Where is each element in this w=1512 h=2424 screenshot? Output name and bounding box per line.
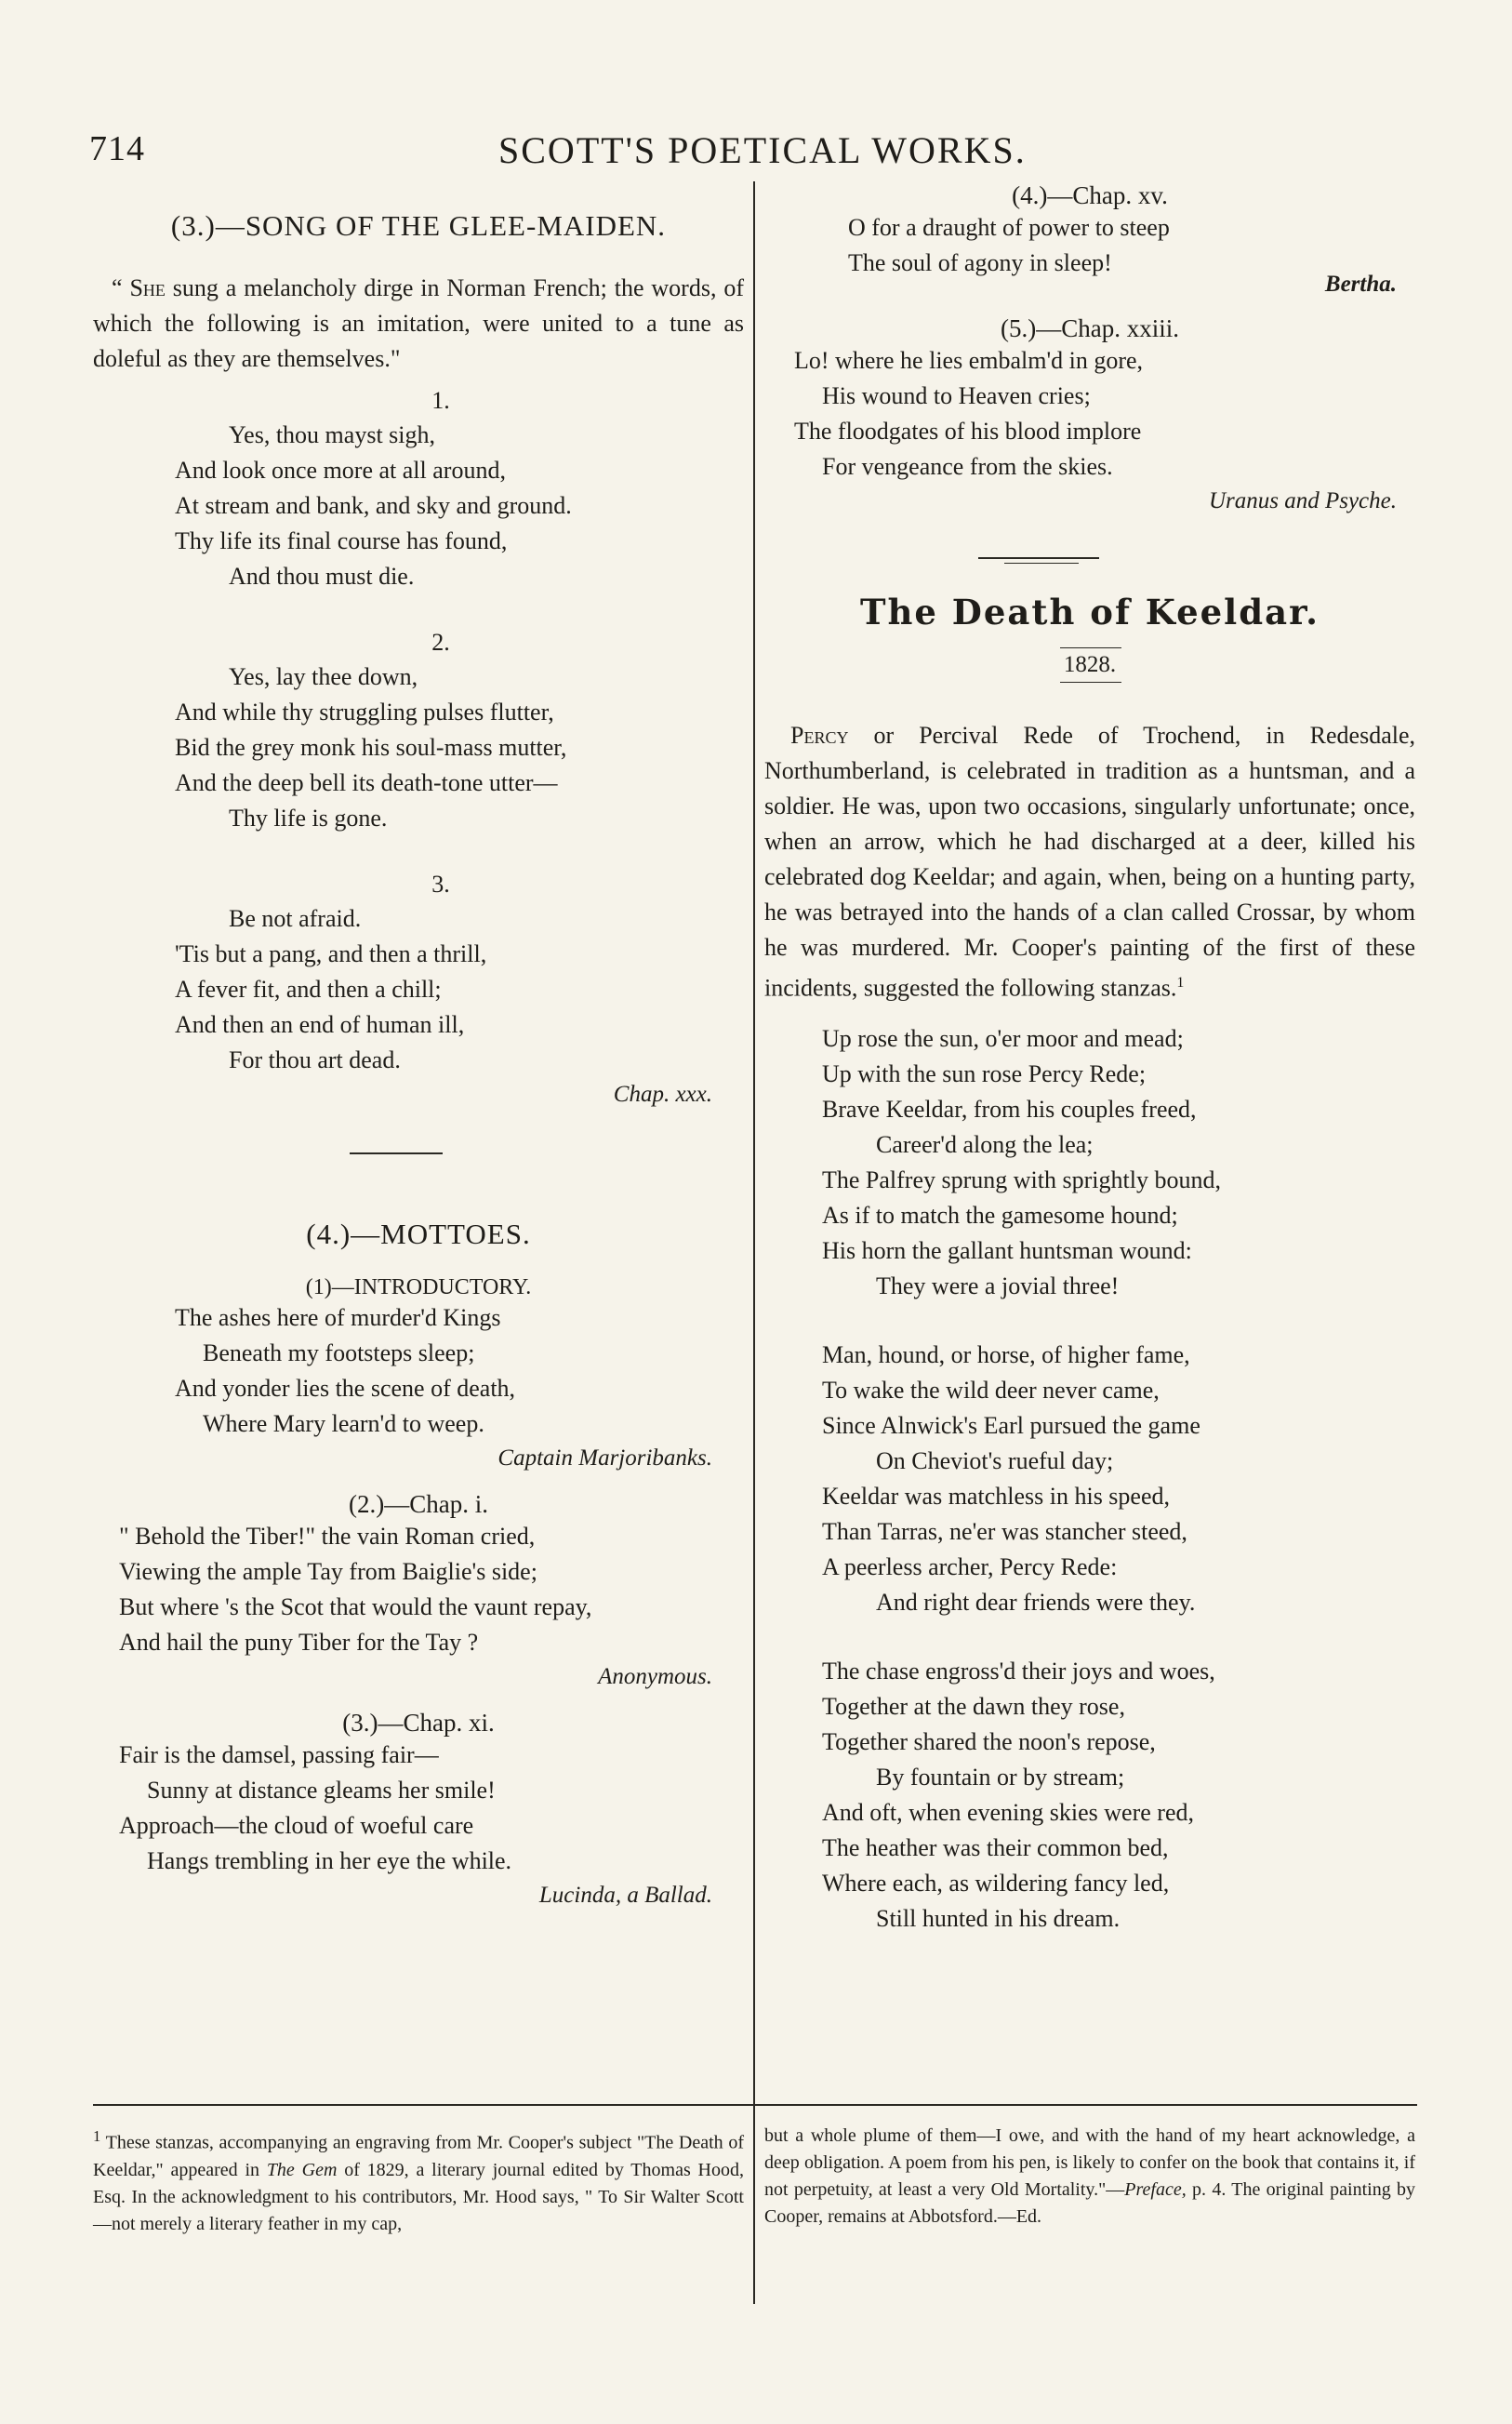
intro-text: or Percival Rede of Trochend, in Redesdale, Northumberland, is celebrated in tradition as a huntsman, and a soldier. He was, upon two occasions, singularly unfortunate; once, when an arrow, which he had discharged at a deer, killed his celebrated dog Keeldar; and again, when, being on a hunting party, he was betrayed into the hands of a clan called Crossar, by whom he was murdered. Mr. Cooper's painting of the first of these incidents, suggested the following stanzas. bbox=[764, 722, 1415, 1002]
stanza-number: 1. bbox=[431, 387, 450, 414]
stanza-number: 2. bbox=[431, 629, 450, 656]
verse-line: Be not afraid. bbox=[229, 905, 362, 932]
verse-line: And yonder lies the scene of death, bbox=[175, 1375, 516, 1402]
verse-line: As if to match the gamesome hound; bbox=[822, 1201, 1178, 1229]
song-stanza-3 bbox=[93, 901, 744, 1078]
verse-line: Yes, lay thee down, bbox=[229, 663, 418, 690]
verse-line: " Behold the Tiber!" the vain Roman cried, bbox=[119, 1523, 536, 1550]
motto-1-attribution: Captain Marjoribanks. bbox=[497, 1445, 712, 1471]
left-column bbox=[93, 181, 744, 1912]
verse-line: At stream and bank, and sky and ground. bbox=[175, 492, 572, 519]
verse-line: O for a draught of power to steep bbox=[848, 214, 1170, 241]
verse-line: His horn the gallant huntsman wound: bbox=[822, 1236, 1192, 1264]
poem-stanza-1 bbox=[764, 1021, 1415, 1304]
footnote-text: of 1829, a literary journal edited by Thomas Hood, Esq. In the acknowledgment to his contributors, Mr. Hood says, " To Sir Walter Scott—not merely a literary feather in my cap, bbox=[93, 2159, 744, 2234]
verse-line: For thou art dead. bbox=[229, 1046, 401, 1073]
song-intro-text: sung a melancholy dirge in Norman French; the words, of which the following is an imitation, were united to a tune as doleful as they are themselves." bbox=[93, 274, 744, 372]
verse-line: 'Tis but a pang, and then a thrill, bbox=[175, 940, 487, 967]
mottoes-heading: (4.)—MOTTOES. bbox=[306, 1218, 531, 1250]
footnote-right bbox=[764, 2123, 1415, 2231]
title-rule bbox=[1004, 563, 1079, 564]
verse-line: Viewing the ample Tay from Baiglie's side; bbox=[119, 1558, 537, 1585]
verse-line: Yes, thou mayst sigh, bbox=[229, 421, 436, 448]
verse-line: Career'd along the lea; bbox=[876, 1130, 1094, 1158]
verse-line: But where 's the Scot that would the vaunt repay, bbox=[119, 1593, 592, 1620]
motto-3 bbox=[93, 1738, 744, 1879]
stanza-number: 3. bbox=[431, 871, 450, 898]
footnote-separator bbox=[93, 2104, 1417, 2106]
title-ornament-rule bbox=[764, 557, 1415, 564]
footnote-preface-ref: Preface, bbox=[1124, 2179, 1187, 2200]
verse-line: Man, hound, or horse, of higher fame, bbox=[822, 1340, 1190, 1368]
motto-1-heading: (1)—INTRODUCTORY. bbox=[305, 1275, 532, 1299]
section-rule bbox=[350, 1152, 443, 1154]
verse-line: And while thy struggling pulses flutter, bbox=[175, 699, 554, 726]
verse-line: The heather was their common bed, bbox=[822, 1833, 1169, 1861]
verse-line: Beneath my footsteps sleep; bbox=[203, 1339, 475, 1366]
verse-line: A peerless archer, Percy Rede: bbox=[822, 1552, 1118, 1580]
intro-first-word: Percy bbox=[790, 722, 849, 749]
motto-2 bbox=[93, 1519, 744, 1660]
verse-line: They were a jovial three! bbox=[876, 1272, 1120, 1299]
verse-line: Approach—the cloud of woeful care bbox=[119, 1812, 474, 1839]
footnote-text: p. 4. The original painting by Cooper, remains at Abbotsford.—Ed. bbox=[764, 2179, 1415, 2227]
song-stanza-2 bbox=[93, 659, 744, 836]
motto-3-attribution: Lucinda, a Ballad. bbox=[538, 1883, 712, 1908]
column-divider bbox=[753, 181, 755, 2116]
verse-line: Thy life its final course has found, bbox=[175, 527, 508, 554]
verse-line: Where each, as wildering fancy led, bbox=[822, 1869, 1170, 1897]
song-attribution: Chap. xxx. bbox=[613, 1082, 712, 1107]
verse-line: The chase engross'd their joys and woes, bbox=[822, 1657, 1215, 1685]
verse-line: Sunny at distance gleams her smile! bbox=[147, 1777, 496, 1804]
footnote-column-divider bbox=[753, 2104, 755, 2304]
footnote-journal-title: The Gem bbox=[266, 2159, 338, 2180]
running-title: SCOTT'S POETICAL WORKS. bbox=[498, 129, 1027, 171]
poem-year: 1828. bbox=[1063, 652, 1117, 677]
verse-line: And hail the puny Tiber for the Tay ? bbox=[119, 1629, 479, 1656]
verse-line: And look once more at all around, bbox=[175, 457, 506, 484]
verse-line: Brave Keeldar, from his couples freed, bbox=[822, 1095, 1197, 1123]
verse-line: By fountain or by stream; bbox=[876, 1763, 1125, 1791]
motto-5 bbox=[764, 343, 1415, 485]
verse-line: And right dear friends were they. bbox=[876, 1588, 1196, 1616]
year-rule bbox=[1060, 682, 1121, 683]
motto-5-attribution: Uranus and Psyche. bbox=[1208, 488, 1397, 513]
song-intro: “ She sung a melancholy dirge in Norman French; the words, of which the following is an imitation, were united to a tune as doleful as they are themselves." bbox=[93, 274, 744, 372]
running-header bbox=[89, 128, 1421, 175]
verse-line: Together at the dawn they rose, bbox=[822, 1692, 1125, 1720]
verse-line: And thou must die. bbox=[229, 563, 415, 590]
verse-line: Together shared the noon's repose, bbox=[822, 1727, 1156, 1755]
verse-line: Keeldar was matchless in his speed, bbox=[822, 1482, 1171, 1510]
poem-introduction bbox=[764, 718, 1415, 1006]
song-intro-first-word: She bbox=[129, 274, 166, 301]
footnote-marker: 1 bbox=[1176, 975, 1185, 991]
verse-line: And oft, when evening skies were red, bbox=[822, 1798, 1194, 1826]
verse-line: Thy life is gone. bbox=[229, 805, 388, 832]
verse-line: His wound to Heaven cries; bbox=[822, 382, 1091, 409]
poem-title: The Death of Keeldar. bbox=[859, 592, 1320, 633]
verse-line: The soul of agony in sleep! bbox=[848, 249, 1112, 276]
motto-2-attribution: Anonymous. bbox=[598, 1664, 712, 1689]
motto-1 bbox=[93, 1300, 744, 1442]
footnote-number: 1 bbox=[93, 2127, 101, 2145]
poem-stanza-3 bbox=[764, 1654, 1415, 1937]
song-heading: (3.)—SONG OF THE GLEE-MAIDEN. bbox=[170, 209, 667, 242]
footnote-left bbox=[93, 2123, 744, 2238]
poem-stanza-2 bbox=[764, 1338, 1415, 1620]
footnote-text: These stanzas, accompanying an engraving from Mr. Cooper's subject "The Death of Keeldar," appeared in bbox=[93, 2132, 744, 2180]
verse-line: Hangs trembling in her eye the while. bbox=[147, 1847, 512, 1874]
verse-line: The Palfrey sprung with sprightly bound, bbox=[822, 1165, 1221, 1193]
verse-line: The floodgates of his blood implore bbox=[794, 418, 1142, 445]
verse-line: To wake the wild deer never came, bbox=[822, 1376, 1160, 1404]
right-column bbox=[764, 181, 1415, 1937]
motto-4-attribution: Bertha. bbox=[1324, 272, 1397, 297]
verse-line: A fever fit, and then a chill; bbox=[175, 976, 442, 1003]
verse-line: Since Alnwick's Earl pursued the game bbox=[822, 1411, 1200, 1439]
verse-line: Lo! where he lies embalm'd in gore, bbox=[794, 347, 1144, 374]
verse-line: Fair is the damsel, passing fair— bbox=[119, 1741, 439, 1768]
verse-line: The ashes here of murder'd Kings bbox=[175, 1304, 501, 1331]
verse-line: On Cheviot's rueful day; bbox=[876, 1446, 1114, 1474]
verse-line: Still hunted in his dream. bbox=[876, 1904, 1121, 1932]
verse-line: And then an end of human ill, bbox=[175, 1011, 465, 1038]
motto-5-heading: (5.)—Chap. xxiii. bbox=[1001, 314, 1179, 342]
song-stanza-1 bbox=[93, 418, 744, 594]
title-rule bbox=[978, 557, 1099, 559]
motto-3-heading: (3.)—Chap. xi. bbox=[342, 1709, 495, 1737]
footnote-text: but a whole plume of them—I owe, and with the hand of my heart acknowledge, a deep obligation. A poem from his pen, is likely to confer on the book that contains it, if not perpetuity, at least a very Old Mortality."— bbox=[764, 2125, 1415, 2200]
motto-2-heading: (2.)—Chap. i. bbox=[349, 1490, 488, 1518]
verse-line: Up rose the sun, o'er moor and mead; bbox=[822, 1024, 1184, 1052]
verse-line: And the deep bell its death-tone utter— bbox=[175, 769, 558, 796]
verse-line: For vengeance from the skies. bbox=[822, 453, 1113, 480]
year-rule bbox=[1060, 647, 1121, 648]
verse-line: Bid the grey monk his soul-mass mutter, bbox=[175, 734, 567, 761]
verse-line: Where Mary learn'd to weep. bbox=[203, 1410, 484, 1437]
verse-line: Than Tarras, ne'er was stancher steed, bbox=[822, 1517, 1187, 1545]
verse-line: Up with the sun rose Percy Rede; bbox=[822, 1059, 1147, 1087]
motto-4-heading: (4.)—Chap. xv. bbox=[1012, 181, 1168, 209]
page-number: 714 bbox=[89, 129, 145, 168]
